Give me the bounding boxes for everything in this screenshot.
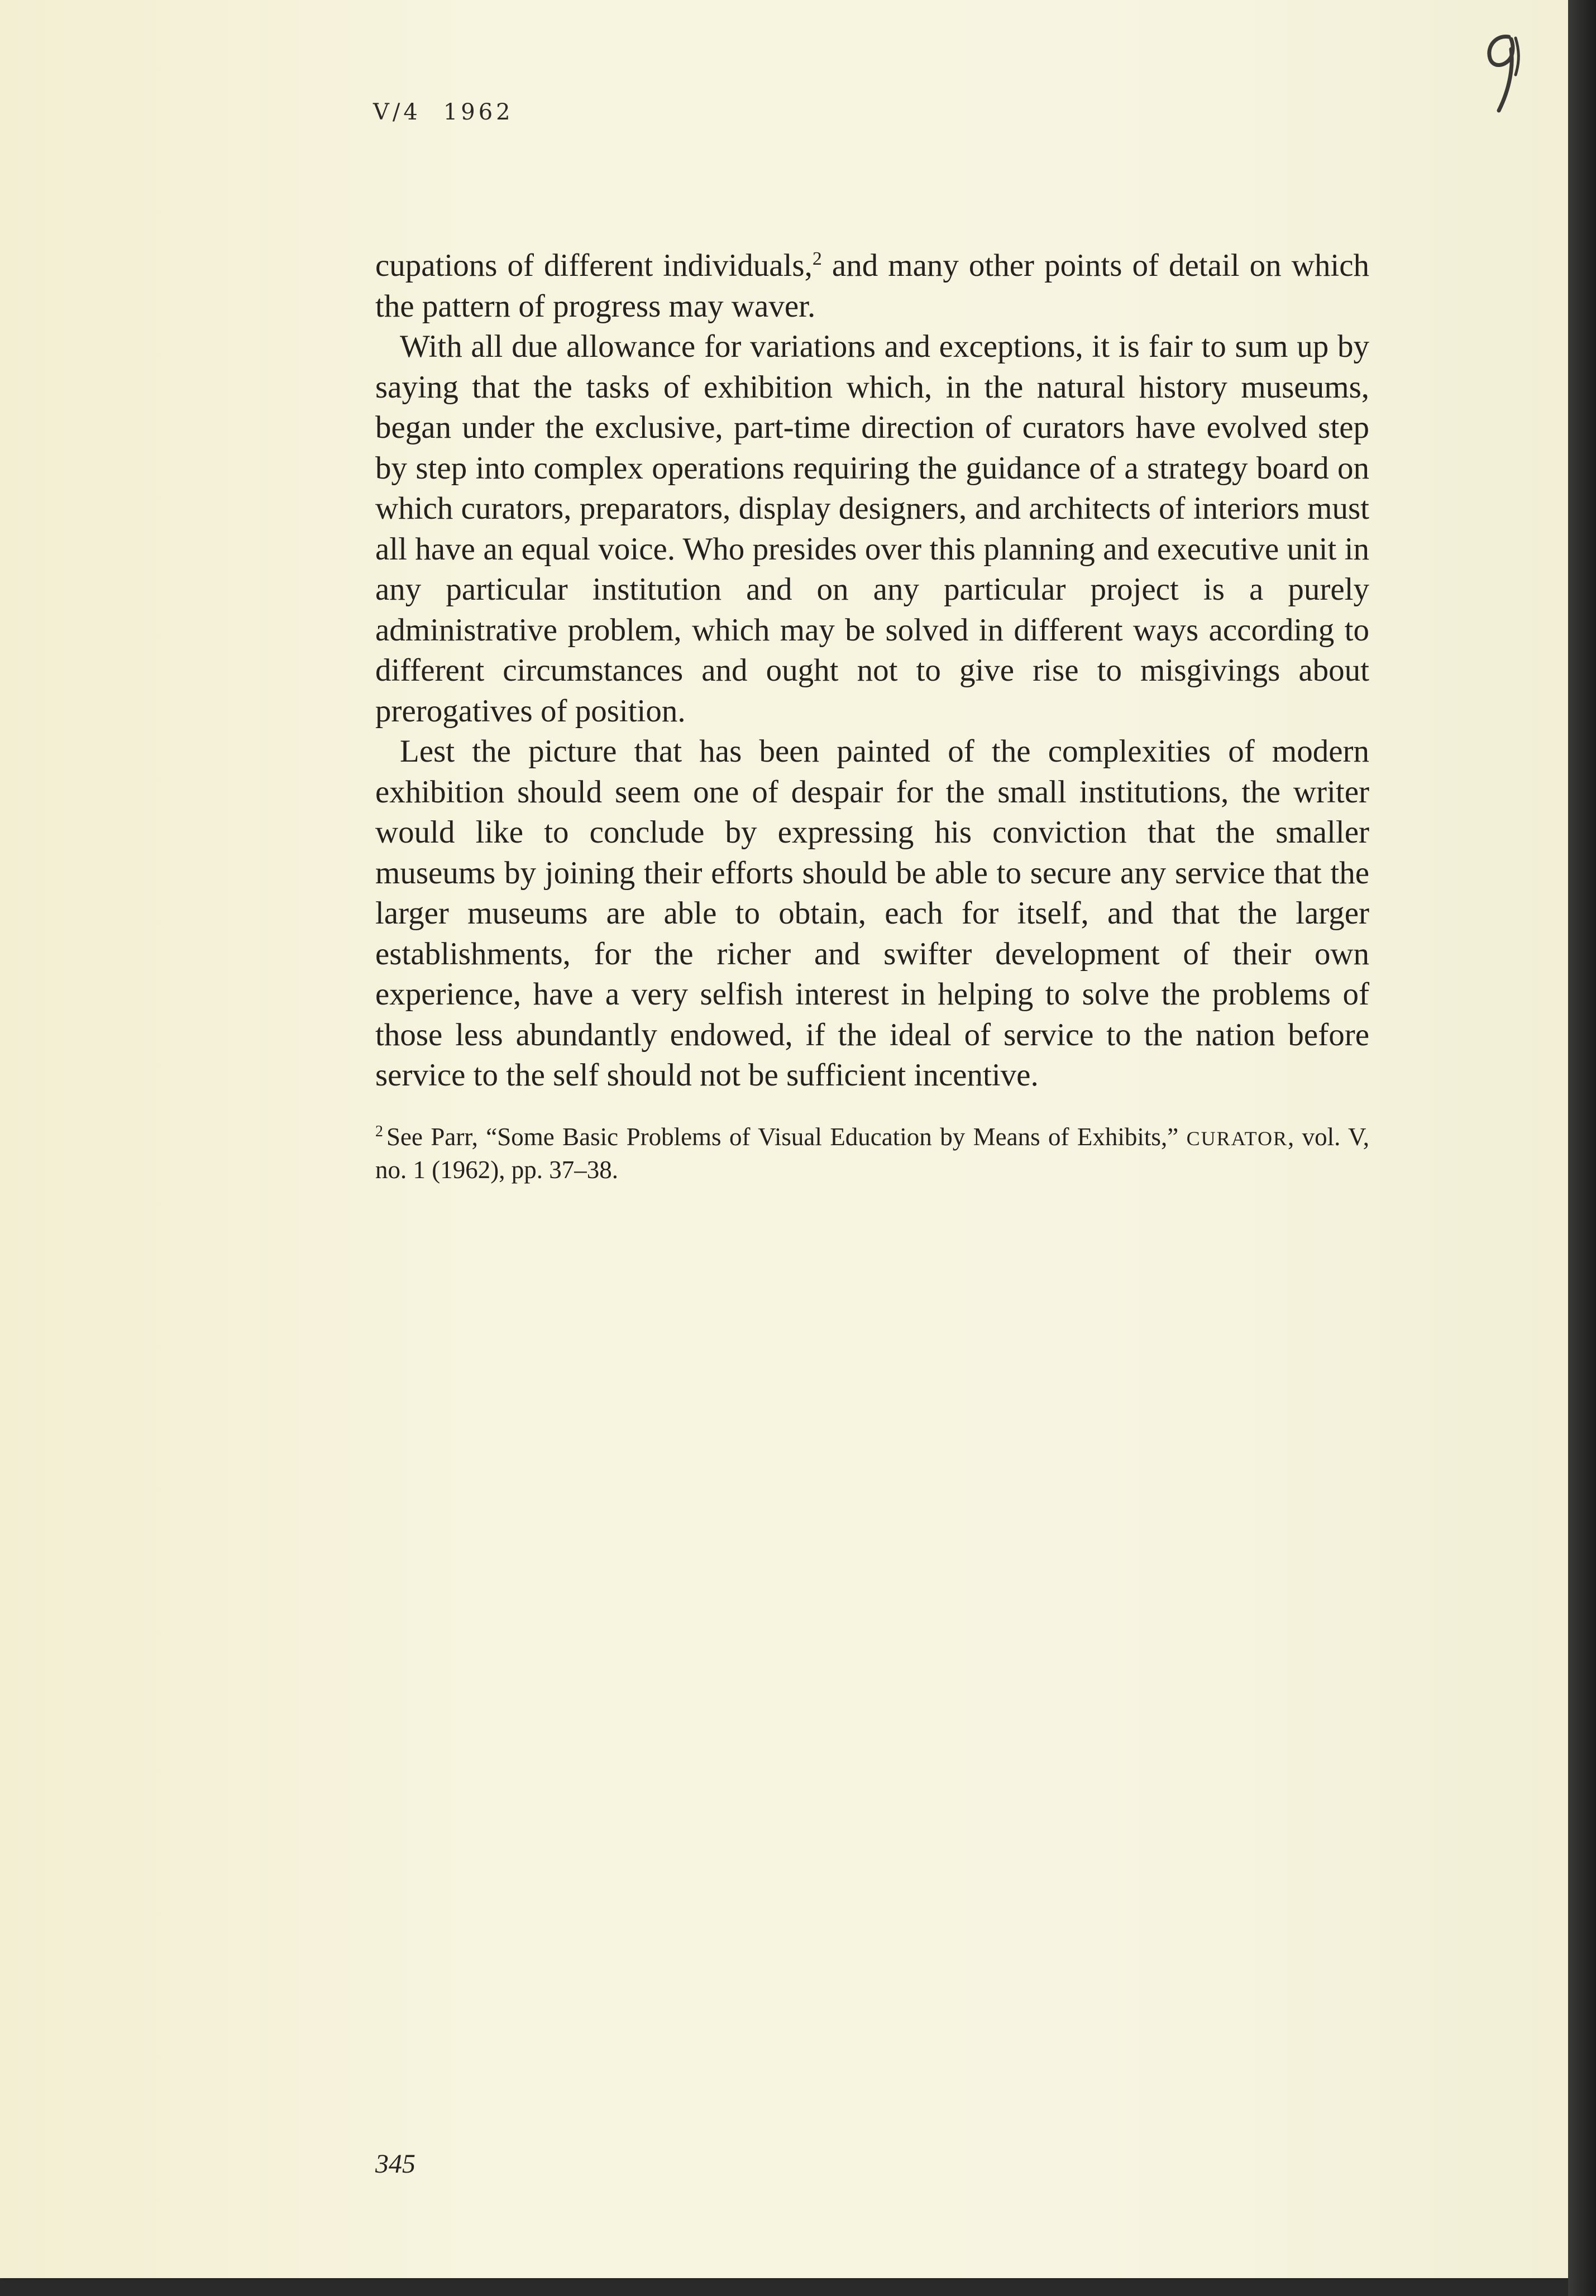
footnote-reference: 2 [812,248,822,269]
footnote-journal-name: CURATOR [1186,1127,1288,1150]
volume-number: V/4 [373,99,421,125]
footnote-text-after: , vol. V, no. 1 (1962), pp. 37–38. [375,1123,1369,1184]
handwritten-page-mark [1474,27,1536,116]
page-number: 345 [375,2149,415,2179]
paragraph-2: With all due allowance for variations and exceptions, it is fair to sum up by saying that the tasks of exhibition which, in the natural history museums, began under the exclusive, part-time direction of curators have evolved step by step into complex operations requiring the guidance of a strategy board on which curators, preparators, display designers, and architects of interiors must all have an equal voice. Who presides over this planning and executive unit in any particular institution and on any particular project is a purely administrative problem, which may be solved in different ways according to different circumstances and ought not to give rise to misgivings about prerogatives of position. [375,329,1369,729]
paragraph-3: Lest the picture that has been painted of the complexities of modern exhibition should seem one of despair for the small institutions, the writer would like to conclude by expressing his conviction that the smaller museums by joining their efforts should be able to secure any service that the larger museums are able to obtain, each for itself, and that the larger establishments, for the richer and swifter development of their own experience, have a very selfish interest in helping to solve the problems of those less abundantly endowed, if the ideal of service to the nation before service to the self should not be sufficient incentive. [375,734,1369,1093]
footnote [375,1121,1369,1185]
scan-background-edge [1568,0,1596,2296]
issue-year: 1962 [443,99,514,125]
footnote-text-before: See Parr, “Some Basic Problems of Visual Education by Means of Exhibits,” [386,1123,1187,1151]
body-text [375,246,1369,1096]
footnote-mark: 2 [375,1123,383,1140]
running-head [373,99,514,125]
paragraph-1: cupations of different individuals,$^2$ and many other points of detail on which the pattern of progress may waver. [375,248,1370,324]
